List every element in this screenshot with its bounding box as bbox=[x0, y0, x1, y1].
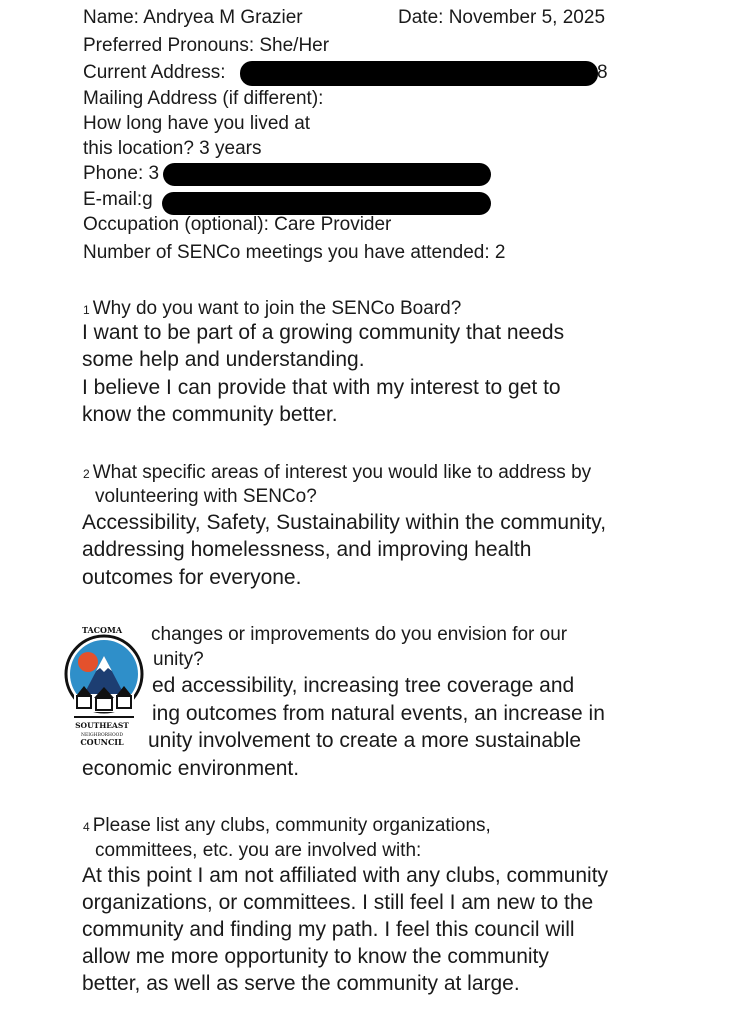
how-long-line-1: How long have you lived at bbox=[83, 113, 311, 134]
q4-question-text: Please list any clubs, community organizations, bbox=[92, 815, 491, 836]
q1-question-text: Why do you want to join the SENCo Board? bbox=[92, 298, 462, 319]
q4-answer-line: organizations, or committees. I still feel I am new to the bbox=[82, 891, 594, 914]
q4-answer-line: allow me more opportunity to know the community bbox=[82, 945, 549, 968]
pronouns-field: Preferred Pronouns: She/Her bbox=[83, 35, 330, 56]
phone-label: Phone: 3 bbox=[83, 163, 160, 184]
q2-answer-line: addressing homelessness, and improving health bbox=[82, 538, 532, 561]
q3-answer-line: unity involvement to create a more sustainable bbox=[148, 729, 582, 752]
q1-answer-line: know the community better. bbox=[82, 403, 338, 426]
mailing-address-field: Mailing Address (if different): bbox=[83, 88, 324, 109]
occupation-field: Occupation (optional): Care Provider bbox=[83, 214, 392, 235]
q1-number: 1 bbox=[83, 303, 90, 317]
name-field: Name: Andryea M Grazier bbox=[83, 7, 303, 28]
q2-question-line-2: volunteering with SENCo? bbox=[95, 486, 317, 507]
q4-answer-line: At this point I am not affiliated with any clubs, community bbox=[82, 864, 609, 887]
date-field: Date: November 5, 2025 bbox=[398, 7, 606, 28]
q1-question bbox=[83, 298, 461, 320]
q1-answer-line: some help and understanding. bbox=[82, 348, 365, 371]
logo-text-council: COUNCIL bbox=[80, 737, 124, 747]
q2-answer-line: outcomes for everyone. bbox=[82, 566, 302, 589]
phone-redaction bbox=[163, 163, 491, 186]
email-redaction bbox=[162, 192, 491, 215]
q3-question-line-2: unity? bbox=[153, 649, 204, 670]
council-logo-graphic bbox=[62, 624, 148, 748]
current-address-label: Current Address: bbox=[83, 62, 226, 83]
q4-number: 4 bbox=[83, 820, 90, 834]
q2-question-text: What specific areas of interest you would like to address by bbox=[92, 462, 592, 483]
logo-text-southeast: SOUTHEAST bbox=[75, 721, 129, 730]
q4-answer-line: community and finding my path. I feel this council will bbox=[82, 918, 575, 941]
logo-sun-icon bbox=[78, 652, 98, 672]
q3-answer-line: ing outcomes from natural events, an increase in bbox=[152, 702, 605, 725]
q3-answer-line: economic environment. bbox=[82, 757, 300, 780]
email-label: E-mail:g bbox=[83, 189, 153, 210]
how-long-line-2: this location? 3 years bbox=[83, 138, 262, 159]
address-redaction bbox=[240, 61, 598, 86]
logo-top-text: TACOMA bbox=[81, 625, 123, 635]
q3-answer-line: ed accessibility, increasing tree coverage and bbox=[152, 674, 575, 697]
logo-text-neighborhood: NEIGHBORHOOD bbox=[81, 733, 123, 738]
q4-question-line-2: committees, etc. you are involved with: bbox=[95, 840, 422, 861]
council-logo bbox=[62, 624, 148, 748]
q1-answer-line: I believe I can provide that with my interest to get to bbox=[82, 376, 561, 399]
current-address-tail: 8 bbox=[597, 62, 608, 83]
logo-divider bbox=[74, 716, 134, 718]
q2-question bbox=[83, 462, 591, 484]
q3-question-line-1: changes or improvements do you envision for our bbox=[151, 624, 568, 645]
q4-answer-line: better, as well as serve the community at large. bbox=[82, 972, 520, 995]
q4-question bbox=[83, 815, 491, 837]
meetings-field: Number of SENCo meetings you have attended: 2 bbox=[83, 242, 506, 263]
q1-answer-line: I want to be part of a growing community that needs bbox=[82, 321, 565, 344]
q2-answer-line: Accessibility, Safety, Sustainability within the community, bbox=[82, 511, 607, 534]
q2-number: 2 bbox=[83, 467, 90, 481]
